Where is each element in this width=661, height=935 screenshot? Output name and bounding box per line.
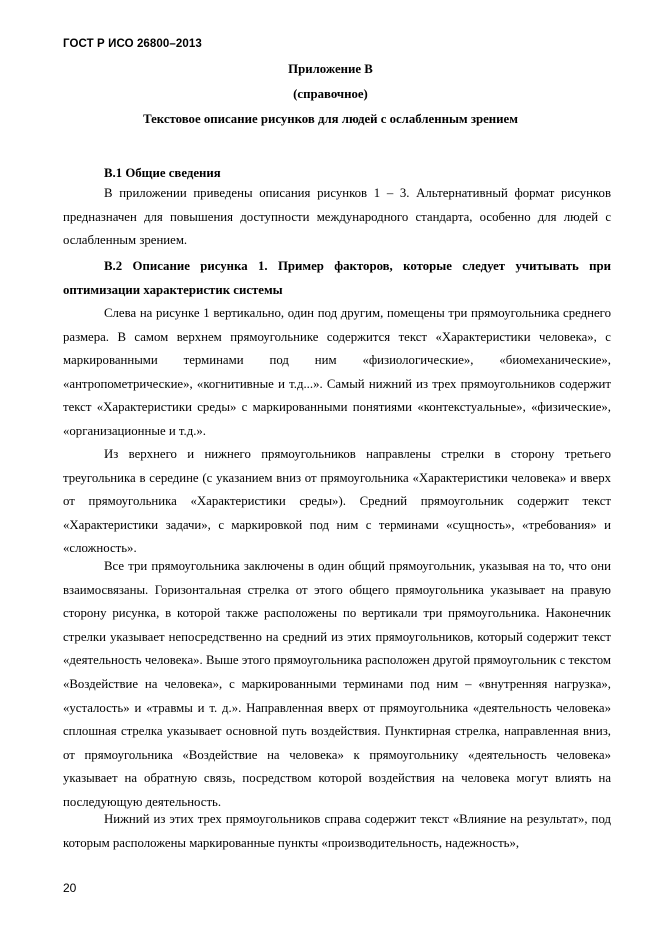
section-b2-heading: В.2 Описание рисунка 1. Пример факторов, которые следует учитывать при оптимизации характеристик системы [63, 259, 611, 297]
section-b1-paragraph: В приложении приведены описания рисунков 1 – 3. Альтернативный формат рисунков предназначен для повышения доступности международного стандарта, особенно для людей с ослабленным зрением. [63, 186, 611, 248]
standard-header: ГОСТ Р ИСО 26800–2013 [63, 38, 202, 50]
paragraph-3: Все три прямоугольника заключены в один общий прямоугольник, указывая на то, что они взаимосвязаны. Горизонтальная стрелка от этого общего прямоугольника указывает на правую сторону рисунка, в которой также расположены по вертикали три прямоугольника. Наконечник стрелки указывает непосредственно на средний из этих прямоугольников, который содержит текст «деятельность человека». Выше этого прямоугольника расположен другой прямоугольник с текстом «Воздействие на человека», с маркированными терминами под ним – «внутренняя нагрузка», «усталость» и «травмы и т. д.». Направленная вверх от прямоугольника «деятельность человека» сплошная стрелка указывает основной путь воздействия. Пунктирная стрелка, направленная вниз, от прямоугольника «Воздействие на человека» к прямоугольнику «деятельность человека» указывает на обратную связь, посредством которой воздействия на человека могут влиять на последующую деятельность. [63, 559, 611, 809]
appendix-subtitle: Текстовое описание рисунков для людей с ослабленным зрением [143, 112, 518, 126]
appendix-title: Приложение В [288, 62, 373, 76]
paragraph-2: Из верхнего и нижнего прямоугольников направлены стрелки в сторону третьего треугольника в середине (с указанием вниз от прямоугольника «Характеристики человека» и вверх от прямоугольника «Характеристики среды»). Средний прямоугольник содержит текст «Характеристики задачи», с маркировкой под ним с терминами «сущность», «требования» и «сложность». [63, 447, 611, 556]
paragraph-1: Слева на рисунке 1 вертикально, один под другим, помещены три прямоугольника среднего размера. В самом верхнем прямоугольнике содержится текст «Характеристики человека», с маркированными терминами под ним «физиологические», «биомеханические», «антропометрические», «когнитивные и т.д...». Самый нижний из трех прямоугольников содержит текст «Характеристики среды» с маркированными понятиями «контекстуальные», «физические», «организационные и т.д.». [63, 306, 611, 438]
section-b1-heading: В.1 Общие сведения [104, 166, 221, 180]
page-number: 20 [63, 881, 77, 895]
appendix-type: (справочное) [293, 87, 368, 101]
paragraph-4: Нижний из этих трех прямоугольников справа содержит текст «Влияние на результат», под которым расположены маркированные пункты «производительность, надежность», [63, 812, 611, 850]
